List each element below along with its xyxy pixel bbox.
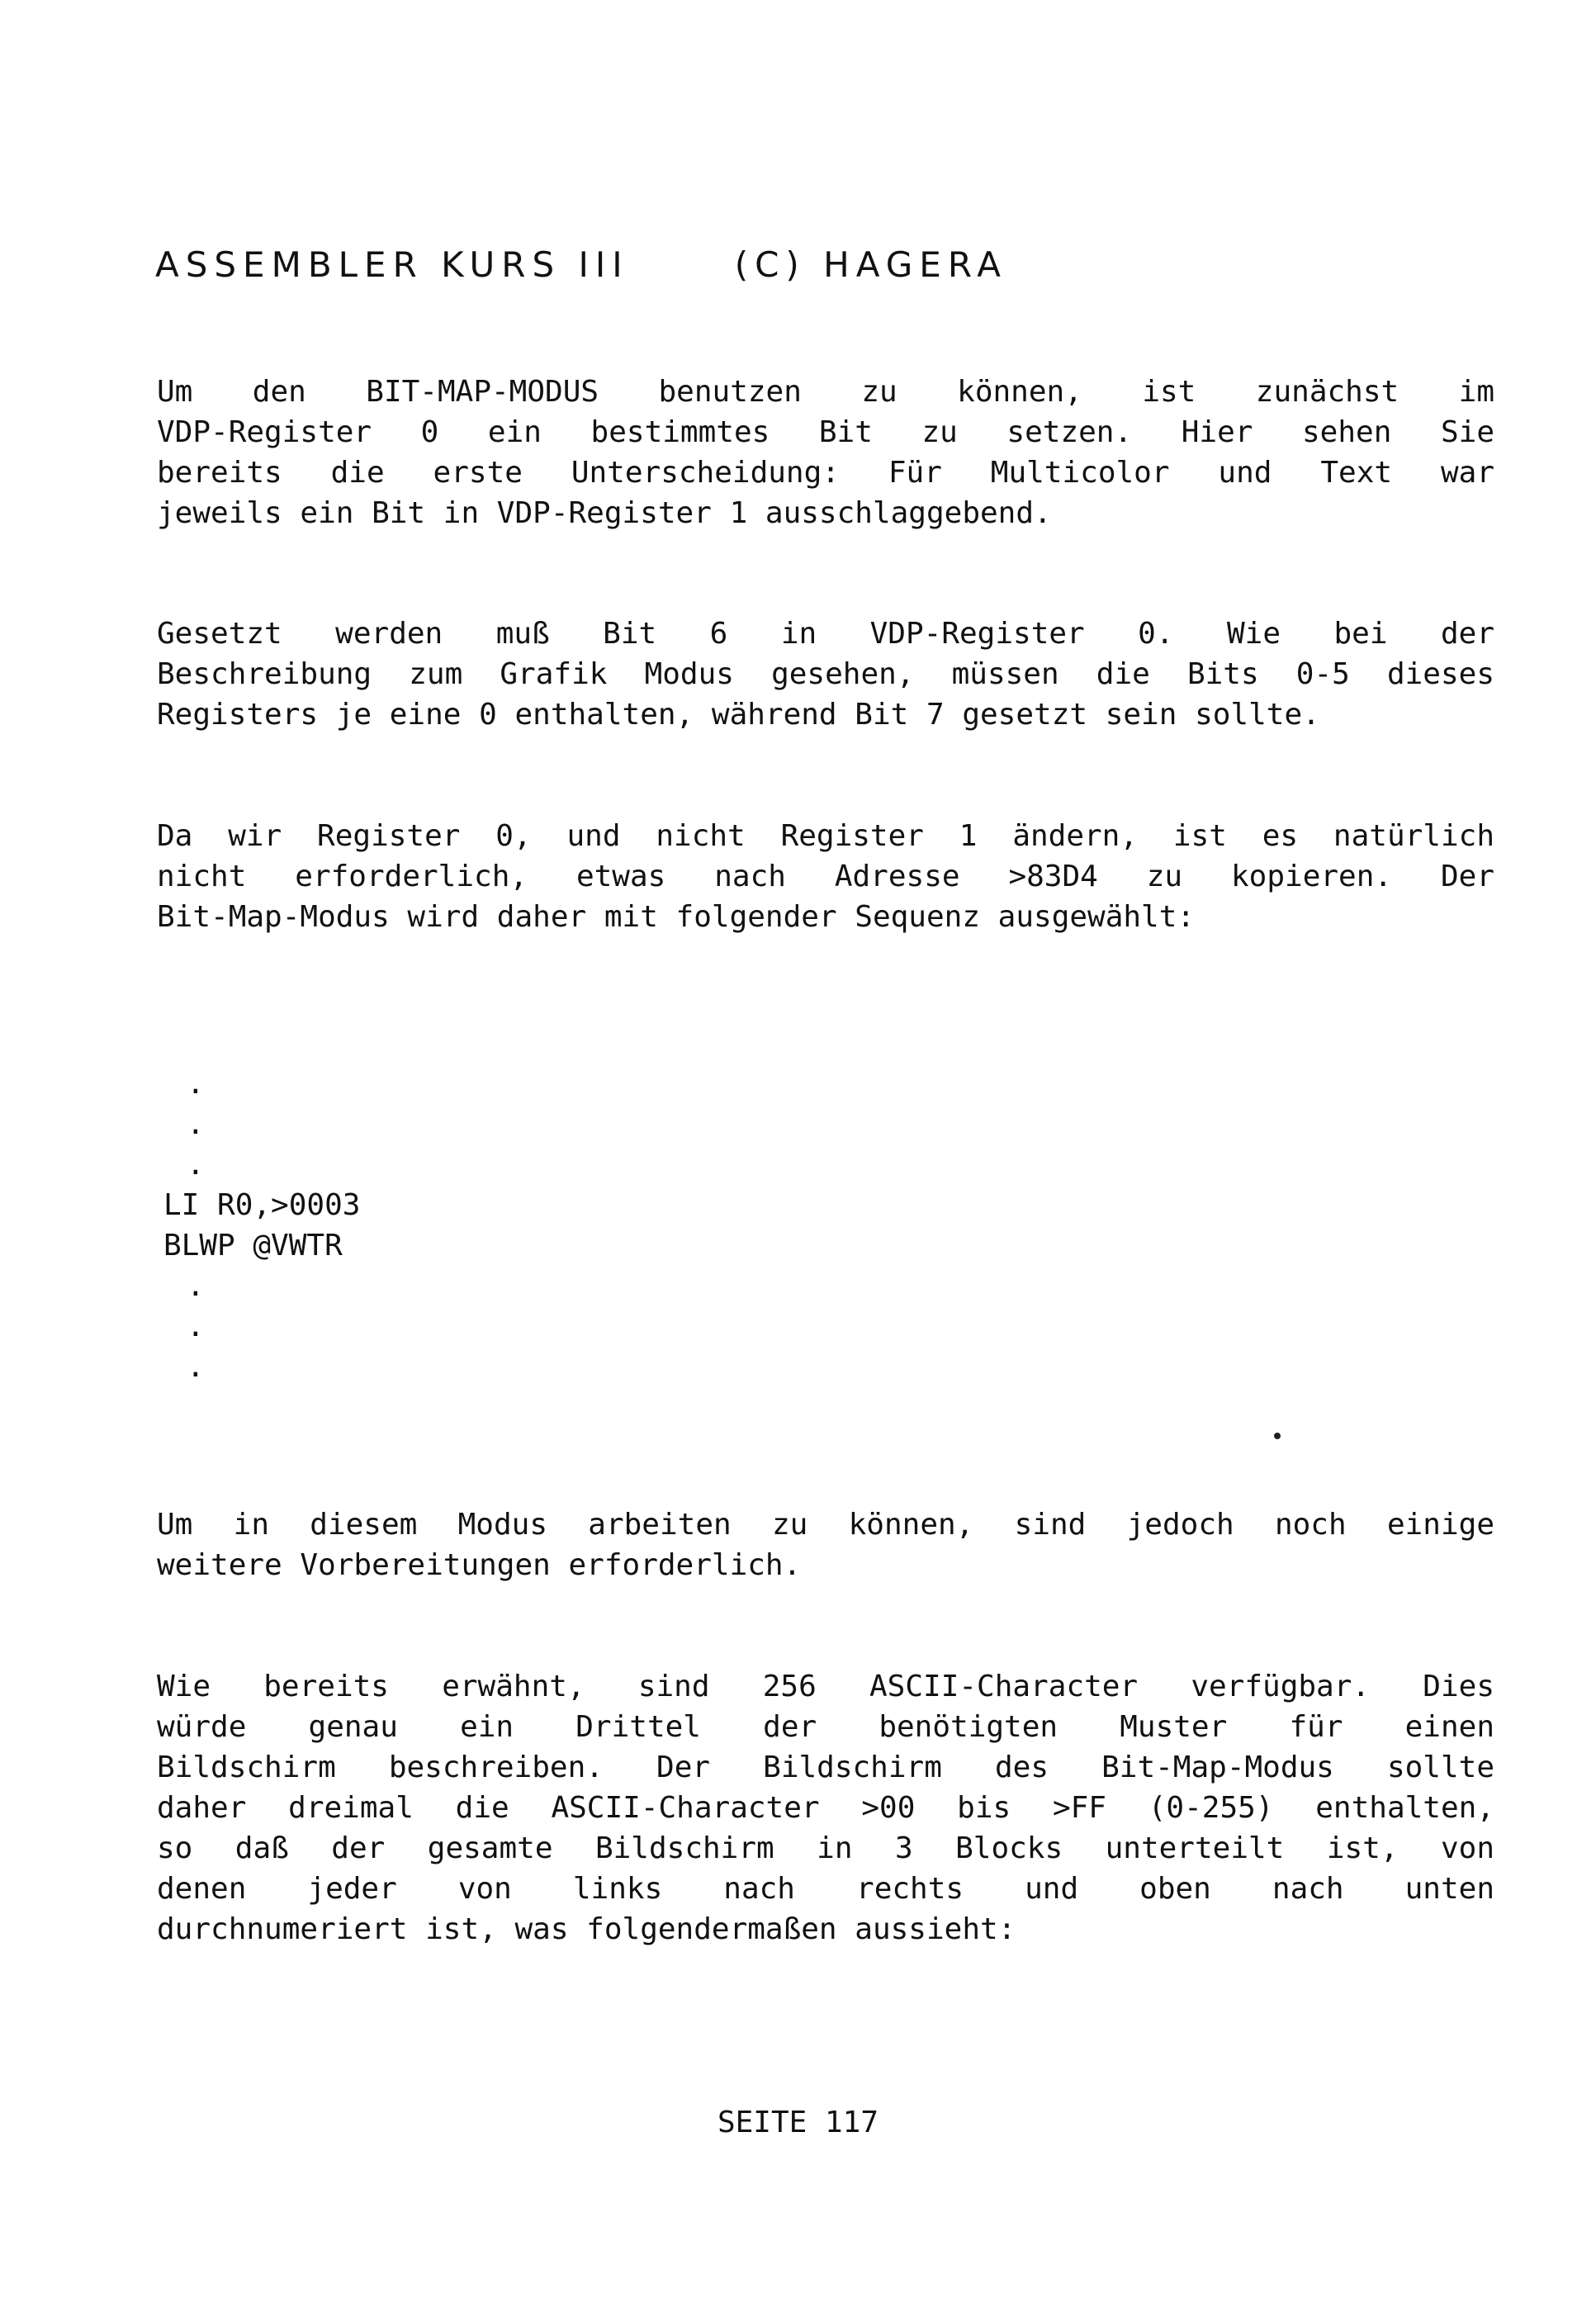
- text-line: VDP-Register 0 ein bestimmtes Bit zu setzen. Hier sehen Sie: [157, 415, 1494, 449]
- page-title: ASSEMBLER KURS III (C) HAGERA: [155, 244, 1008, 285]
- text-line: Beschreibung zum Grafik Modus gesehen, müssen die Bits 0-5 dieses: [157, 657, 1494, 691]
- text-line: nicht erforderlich, etwas nach Adresse >83D4 zu kopieren. Der: [157, 860, 1494, 893]
- text-line: so daß der gesamte Bildschirm in 3 Blocks unterteilt ist, von: [157, 1831, 1494, 1865]
- text-line: Um den BIT-MAP-MODUS benutzen zu können, ist zunächst im: [157, 375, 1494, 409]
- ellipsis-dot: .: [187, 1350, 205, 1384]
- text-line: Um in diesem Modus arbeiten zu können, sind jedoch noch einige: [157, 1508, 1494, 1542]
- paragraph-5: [157, 1666, 1494, 1950]
- paragraph-1: [157, 372, 1494, 533]
- ellipsis-dot: .: [187, 1067, 205, 1101]
- text-line: Gesetzt werden muß Bit 6 in VDP-Register 0. Wie bei der: [157, 617, 1494, 651]
- text-line: Bit-Map-Modus wird daher mit folgender Sequenz ausgewählt:: [157, 900, 1196, 934]
- text-line: Da wir Register 0, und nicht Register 1 ändern, ist es natürlich: [157, 819, 1494, 853]
- page-number: SEITE 117: [717, 2106, 879, 2139]
- text-line: Registers je eine 0 enthalten, während Bit 7 gesetzt sein sollte.: [157, 698, 1320, 732]
- text-line: weitere Vorbereitungen erforderlich.: [157, 1548, 802, 1582]
- text-line: jeweils ein Bit in VDP-Register 1 ausschlaggebend.: [157, 496, 1052, 530]
- text-line: daher dreimal die ASCII-Character >00 bis >FF (0-255) enthalten,: [157, 1791, 1494, 1825]
- ellipsis-dot: .: [187, 1148, 205, 1182]
- stray-mark: [1274, 1433, 1281, 1439]
- text-line: durchnumeriert ist, was folgendermaßen aussieht:: [157, 1912, 1016, 1946]
- ellipsis-dot: .: [187, 1310, 205, 1343]
- paragraph-2: [157, 614, 1494, 735]
- text-line: bereits die erste Unterscheidung: Für Multicolor und Text war: [157, 456, 1494, 490]
- paragraph-4: [157, 1504, 1494, 1585]
- code-line: BLWP @VWTR: [163, 1229, 343, 1263]
- paragraph-3: [157, 816, 1494, 937]
- text-line: denen jeder von links nach rechts und oben nach unten: [157, 1872, 1494, 1906]
- code-line: LI R0,>0003: [163, 1188, 361, 1222]
- text-line: Wie bereits erwähnt, sind 256 ASCII-Character verfügbar. Dies: [157, 1670, 1494, 1703]
- text-line: würde genau ein Drittel der benötigten Muster für einen: [157, 1710, 1494, 1744]
- ellipsis-dot: .: [187, 1107, 205, 1141]
- text-line: Bildschirm beschreiben. Der Bildschirm des Bit-Map-Modus sollte: [157, 1751, 1494, 1784]
- code-block: [163, 1064, 360, 1387]
- ellipsis-dot: .: [187, 1269, 205, 1303]
